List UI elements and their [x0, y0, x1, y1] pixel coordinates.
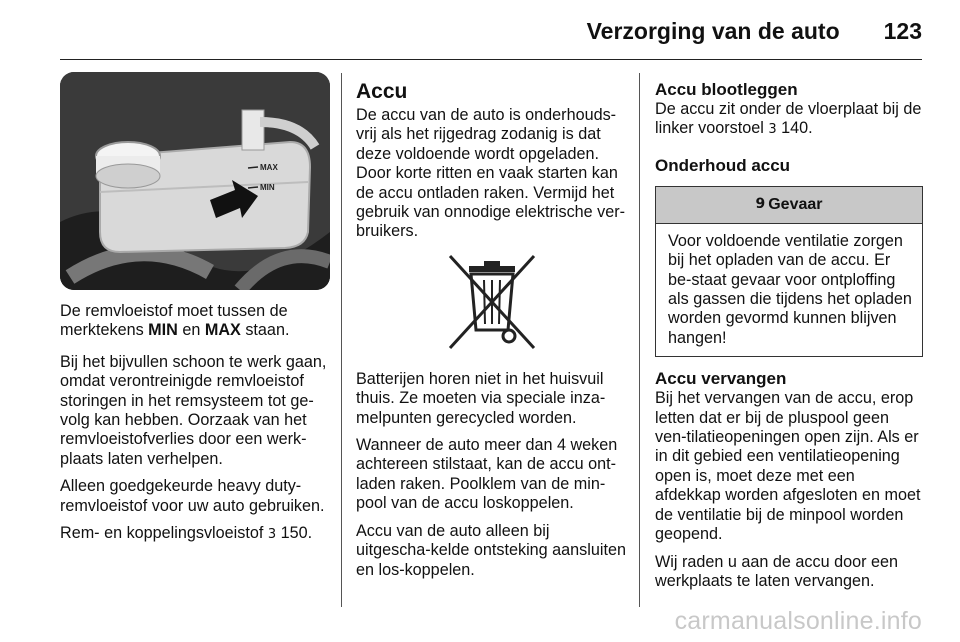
page-number: 123	[883, 18, 922, 44]
battery-expose-heading: Accu blootleggen	[655, 80, 798, 99]
battery-replace-heading: Accu vervangen	[655, 369, 787, 389]
column-brake-fluid	[60, 72, 330, 552]
battery-idle-text: Wanneer de auto meer dan 4 weken achtereen stilstaat, kan de accu ont-laden raken. Poolklem van de min-pool van de accu loskoppelen.	[356, 436, 618, 513]
page-ref-icon: 3	[267, 527, 277, 543]
danger-header	[656, 187, 922, 224]
brake-fluid-type-text: Alleen goedgekeurde heavy duty-remvloeistof voor uw auto gebruiken.	[60, 477, 325, 515]
max-mark-label: MAX	[260, 163, 278, 172]
battery-expose-text: De accu zit onder de vloerplaat bij de linker voorstoel 3 140.	[655, 100, 922, 138]
column-divider-1	[341, 73, 342, 607]
danger-box	[655, 186, 923, 357]
page-ref-icon: 3	[768, 122, 777, 138]
battery-intro-text: De accu van de auto is onderhouds-vrij als het rijgedrag zodanig is dat deze voldoende wordt opgeladen. Door korte ritten en vaak starten kan de accu ontladen raken. Vermijd het gebruik van onnodige elektrische ver-bruikers.	[356, 106, 626, 241]
battery-workshop-text: Wij raden u aan de accu door een werkplaats te laten vervangen.	[655, 552, 898, 590]
section-title: Verzorging van de auto	[586, 18, 840, 44]
battery-disposal-text: Batterijen horen niet in het huisvuil thuis. Ze moeten via speciale inza-melpunten gerecycled worden.	[356, 369, 606, 427]
column-battery-access	[655, 80, 923, 599]
page-header	[587, 18, 922, 48]
brake-fluid-level-text: De remvloeistof moet tussen de merktekens MIN en MAX staan.	[60, 302, 290, 340]
battery-connect-text: Accu van de auto alleen bij uitgescha-kelde ontsteking aansluiten en los-koppelen.	[356, 521, 626, 579]
column-battery	[356, 80, 626, 588]
battery-heading: Accu	[356, 80, 408, 103]
danger-title: Gevaar	[768, 196, 823, 214]
battery-replace-text: Bij het vervangen van de accu, erop letten dat er bij de pluspool geen ven-tilatieopeningen open zijn. Als er in dit gebied een ventilatieopening open is, moet deze met een afdekkap worden afgesloten en moet de ventilatie bij de minpool worden geopend.	[655, 389, 921, 544]
warning-icon: 9	[755, 196, 766, 213]
danger-text: Voor voldoende ventilatie zorgen bij het opladen van de accu. Er be-staat gevaar voor ontploffing als gassen die tijdens het opladen worden gevormd kunnen blijven hangen!	[668, 231, 912, 347]
brake-fluid-reference: Rem- en koppelingsvloeistof 3 150.	[60, 524, 313, 543]
header-rule	[60, 59, 922, 60]
crossed-bin-icon	[356, 250, 626, 354]
column-divider-2	[639, 73, 640, 607]
watermark: carmanualsonline.info	[674, 607, 922, 635]
brake-fluid-refill-text: Bij het bijvullen schoon te werk gaan, omdat verontreinigde remvloeistof storingen in het remsysteem tot ge-volg kan hebben. Oorzaak van het remvloeistofverlies door een werk-plaats laten verhelpen.	[60, 352, 327, 468]
battery-maintenance-heading: Onderhoud accu	[655, 155, 791, 175]
brake-fluid-reservoir-photo	[60, 72, 330, 290]
min-mark-label: MIN	[260, 183, 275, 192]
